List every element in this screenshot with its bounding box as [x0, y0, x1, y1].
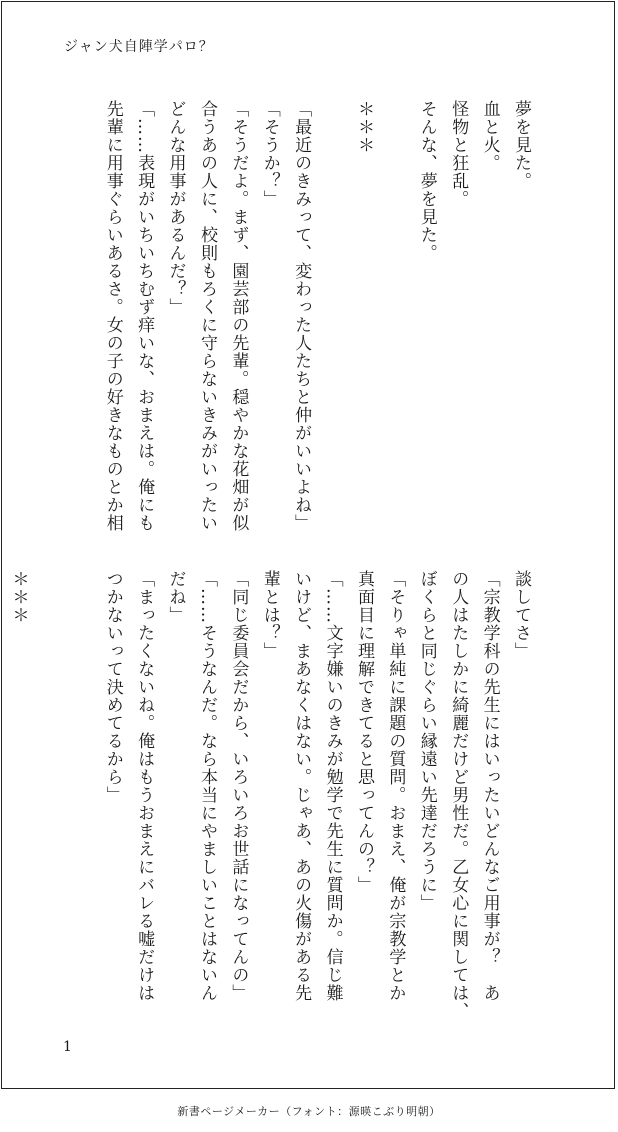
manuscript-page [1, 1, 615, 1089]
upper-text-block: 夢を見た。 血と火。 怪物と狂乱。 そんな、夢を見た。 ＊＊＊ 「最近のきみって、変わった人たちと仲がいいよね」 「そうか？」 「そうだよ。まず、園芸部の先輩。穏やかな花畑が似 合うあの人に、校則もろくに守らないきみがいったい どんな用事があるんだ？」 「……表現がいちいちむず痒いな、おまえは。俺にも 先輩に用事ぐらいあるさ。女の子の好きなものとか相 [102, 100, 531, 532]
footer-caption: 新書ページメーカー（フォント：源暎こぶり明朝） [177, 1105, 441, 1118]
document-title: ジャン犬自陣学パロ？ [64, 39, 214, 55]
lower-text-block: 談してさ」 「宗教学科の先生にはいったいどんなご用事が？ あ の人はたしかに綺麗だけど男性だ。乙女心に関しては、 ぼくらと同じぐらい縁遠い先達だろうに」 「そりゃ単純に課題の質問。おまえ、俺が宗教学とか 真面目に理解できてると思ってんの？」 「……文字嫌いのきみが勉学で先生に質問か。信じ難 いけど、まあなくはない。じゃあ、あの火傷がある先 輩とは？」 「同じ委員会だから、いろいろお世話になってんの」 「……そうなんだ。なら本当にやましいことはないん だね」 「まったくないね。俺はもうおまえにバレる嘘だけは つかないって決めてるから」 ＊＊＊ [8, 570, 531, 1020]
page-number: 1 [63, 1039, 72, 1055]
